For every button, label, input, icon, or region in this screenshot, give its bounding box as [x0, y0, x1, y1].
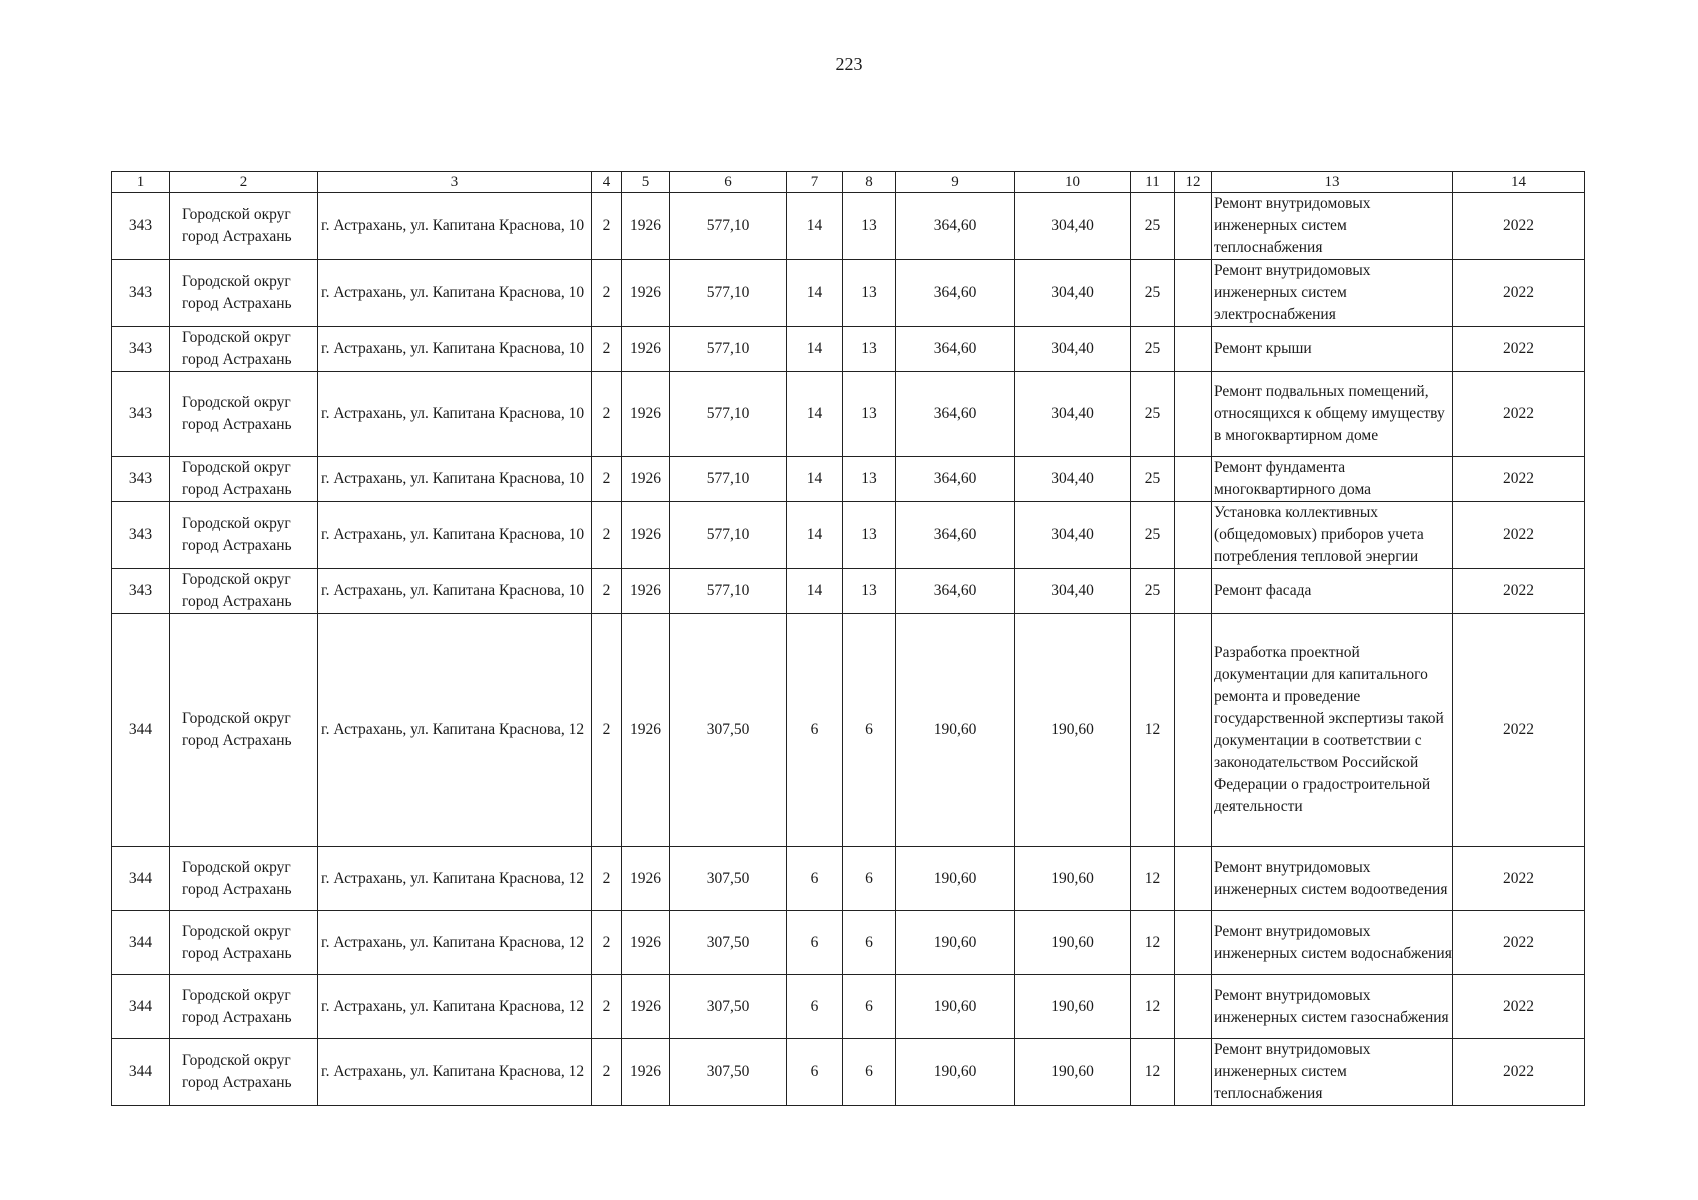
cell-municipality: Городской округ город Астрахань — [170, 457, 318, 502]
cell-year-built: 1926 — [622, 1039, 670, 1106]
cell-floors: 2 — [592, 847, 622, 911]
cell-municipality: Городской округ город Астрахань — [170, 569, 318, 614]
cell-year-built: 1926 — [622, 614, 670, 847]
cell-municipality: Городской округ город Астрахань — [170, 975, 318, 1039]
table-row — [112, 569, 1585, 614]
cell-apartments: 13 — [843, 372, 896, 457]
cell-municipality: Городской округ город Астрахань — [170, 614, 318, 847]
column-header-3: 3 — [318, 172, 592, 193]
cell-planned-year: 2022 — [1453, 614, 1585, 847]
cell-work-type: Установка коллективных (общедомовых) приборов учета потребления тепловой энергии — [1212, 502, 1453, 569]
cell-col-12 — [1175, 372, 1212, 457]
cell-row-number: 343 — [112, 193, 170, 260]
table-row — [112, 327, 1585, 372]
column-header-14: 14 — [1453, 172, 1585, 193]
cell-row-number: 343 — [112, 372, 170, 457]
cell-address: г. Астрахань, ул. Капитана Краснова, 10 — [318, 569, 592, 614]
data-table — [111, 171, 1585, 1106]
cell-row-number: 344 — [112, 614, 170, 847]
column-header-11: 11 — [1131, 172, 1175, 193]
cell-municipality: Городской округ город Астрахань — [170, 193, 318, 260]
cell-year-built: 1926 — [622, 260, 670, 327]
cell-planned-year: 2022 — [1453, 372, 1585, 457]
cell-floors: 2 — [592, 260, 622, 327]
cell-year-built: 1926 — [622, 193, 670, 260]
cell-owned-area: 304,40 — [1015, 372, 1131, 457]
cell-address: г. Астрахань, ул. Капитана Краснова, 10 — [318, 327, 592, 372]
cell-entrances: 14 — [787, 457, 843, 502]
cell-planned-year: 2022 — [1453, 847, 1585, 911]
column-header-4: 4 — [592, 172, 622, 193]
cell-municipality: Городской округ город Астрахань — [170, 260, 318, 327]
cell-apartments: 6 — [843, 1039, 896, 1106]
cell-residents: 12 — [1131, 911, 1175, 975]
column-header-9: 9 — [896, 172, 1015, 193]
cell-row-number: 344 — [112, 975, 170, 1039]
cell-row-number: 343 — [112, 327, 170, 372]
cell-planned-year: 2022 — [1453, 569, 1585, 614]
cell-total-area: 577,10 — [670, 457, 787, 502]
cell-residents: 12 — [1131, 1039, 1175, 1106]
cell-owned-area: 304,40 — [1015, 502, 1131, 569]
table-row — [112, 614, 1585, 847]
cell-residential-area: 364,60 — [896, 457, 1015, 502]
cell-apartments: 6 — [843, 614, 896, 847]
cell-apartments: 13 — [843, 260, 896, 327]
cell-owned-area: 304,40 — [1015, 193, 1131, 260]
cell-apartments: 6 — [843, 847, 896, 911]
cell-planned-year: 2022 — [1453, 327, 1585, 372]
cell-residential-area: 364,60 — [896, 372, 1015, 457]
cell-col-12 — [1175, 614, 1212, 847]
table-row — [112, 911, 1585, 975]
cell-row-number: 343 — [112, 457, 170, 502]
cell-total-area: 577,10 — [670, 327, 787, 372]
column-header-13: 13 — [1212, 172, 1453, 193]
cell-year-built: 1926 — [622, 327, 670, 372]
cell-col-12 — [1175, 975, 1212, 1039]
table-row — [112, 372, 1585, 457]
cell-planned-year: 2022 — [1453, 260, 1585, 327]
cell-total-area: 307,50 — [670, 614, 787, 847]
cell-year-built: 1926 — [622, 847, 670, 911]
cell-address: г. Астрахань, ул. Капитана Краснова, 10 — [318, 457, 592, 502]
cell-residential-area: 364,60 — [896, 502, 1015, 569]
cell-year-built: 1926 — [622, 569, 670, 614]
cell-municipality: Городской округ город Астрахань — [170, 911, 318, 975]
cell-planned-year: 2022 — [1453, 911, 1585, 975]
cell-owned-area: 190,60 — [1015, 1039, 1131, 1106]
cell-entrances: 6 — [787, 975, 843, 1039]
cell-address: г. Астрахань, ул. Капитана Краснова, 12 — [318, 911, 592, 975]
column-header-10: 10 — [1015, 172, 1131, 193]
column-header-2: 2 — [170, 172, 318, 193]
cell-floors: 2 — [592, 457, 622, 502]
cell-planned-year: 2022 — [1453, 1039, 1585, 1106]
cell-row-number: 344 — [112, 911, 170, 975]
cell-work-type: Разработка проектной документации для капитального ремонта и проведение государственной экспертизы такой документации в соответствии с законодательством Российской Федерации о градостроительной деятельности — [1212, 614, 1453, 847]
cell-year-built: 1926 — [622, 457, 670, 502]
cell-entrances: 14 — [787, 260, 843, 327]
cell-floors: 2 — [592, 502, 622, 569]
cell-planned-year: 2022 — [1453, 457, 1585, 502]
cell-total-area: 307,50 — [670, 847, 787, 911]
cell-residents: 25 — [1131, 502, 1175, 569]
table-row — [112, 847, 1585, 911]
cell-col-12 — [1175, 260, 1212, 327]
cell-address: г. Астрахань, ул. Капитана Краснова, 10 — [318, 502, 592, 569]
cell-total-area: 577,10 — [670, 193, 787, 260]
cell-address: г. Астрахань, ул. Капитана Краснова, 12 — [318, 975, 592, 1039]
cell-apartments: 13 — [843, 457, 896, 502]
cell-work-type: Ремонт внутридомовых инженерных систем газоснабжения — [1212, 975, 1453, 1039]
cell-entrances: 6 — [787, 614, 843, 847]
cell-work-type: Ремонт подвальных помещений, относящихся к общему имуществу в многоквартирном доме — [1212, 372, 1453, 457]
cell-entrances: 14 — [787, 193, 843, 260]
cell-floors: 2 — [592, 614, 622, 847]
cell-floors: 2 — [592, 372, 622, 457]
cell-total-area: 577,10 — [670, 372, 787, 457]
cell-entrances: 6 — [787, 847, 843, 911]
cell-col-12 — [1175, 457, 1212, 502]
cell-row-number: 344 — [112, 1039, 170, 1106]
cell-residents: 25 — [1131, 327, 1175, 372]
cell-row-number: 344 — [112, 847, 170, 911]
cell-owned-area: 304,40 — [1015, 569, 1131, 614]
cell-entrances: 14 — [787, 327, 843, 372]
cell-apartments: 13 — [843, 327, 896, 372]
cell-total-area: 307,50 — [670, 975, 787, 1039]
column-header-8: 8 — [843, 172, 896, 193]
cell-col-12 — [1175, 327, 1212, 372]
header-row — [112, 172, 1585, 193]
cell-municipality: Городской округ город Астрахань — [170, 1039, 318, 1106]
table-row — [112, 975, 1585, 1039]
cell-work-type: Ремонт внутридомовых инженерных систем водоотведения — [1212, 847, 1453, 911]
cell-owned-area: 190,60 — [1015, 911, 1131, 975]
cell-owned-area: 304,40 — [1015, 457, 1131, 502]
cell-residential-area: 190,60 — [896, 1039, 1015, 1106]
cell-work-type: Ремонт внутридомовых инженерных систем электроснабжения — [1212, 260, 1453, 327]
cell-residents: 25 — [1131, 372, 1175, 457]
cell-residential-area: 364,60 — [896, 569, 1015, 614]
cell-floors: 2 — [592, 1039, 622, 1106]
cell-year-built: 1926 — [622, 372, 670, 457]
cell-residents: 12 — [1131, 614, 1175, 847]
cell-floors: 2 — [592, 327, 622, 372]
cell-residents: 12 — [1131, 975, 1175, 1039]
column-header-6: 6 — [670, 172, 787, 193]
cell-apartments: 6 — [843, 911, 896, 975]
cell-entrances: 6 — [787, 911, 843, 975]
cell-address: г. Астрахань, ул. Капитана Краснова, 12 — [318, 847, 592, 911]
cell-planned-year: 2022 — [1453, 193, 1585, 260]
cell-municipality: Городской округ город Астрахань — [170, 372, 318, 457]
cell-work-type: Ремонт фасада — [1212, 569, 1453, 614]
cell-row-number: 343 — [112, 569, 170, 614]
cell-municipality: Городской округ город Астрахань — [170, 502, 318, 569]
cell-residents: 25 — [1131, 569, 1175, 614]
cell-col-12 — [1175, 1039, 1212, 1106]
cell-address: г. Астрахань, ул. Капитана Краснова, 10 — [318, 372, 592, 457]
cell-year-built: 1926 — [622, 911, 670, 975]
cell-owned-area: 190,60 — [1015, 614, 1131, 847]
cell-residential-area: 190,60 — [896, 975, 1015, 1039]
cell-floors: 2 — [592, 975, 622, 1039]
cell-residential-area: 364,60 — [896, 260, 1015, 327]
table-row — [112, 457, 1585, 502]
cell-owned-area: 304,40 — [1015, 327, 1131, 372]
cell-col-12 — [1175, 569, 1212, 614]
cell-address: г. Астрахань, ул. Капитана Краснова, 12 — [318, 614, 592, 847]
page-number: 223 — [835, 54, 863, 74]
cell-total-area: 307,50 — [670, 1039, 787, 1106]
cell-entrances: 14 — [787, 569, 843, 614]
cell-apartments: 6 — [843, 975, 896, 1039]
cell-total-area: 307,50 — [670, 911, 787, 975]
cell-floors: 2 — [592, 193, 622, 260]
cell-total-area: 577,10 — [670, 502, 787, 569]
cell-residents: 25 — [1131, 457, 1175, 502]
cell-work-type: Ремонт внутридомовых инженерных систем теплоснабжения — [1212, 193, 1453, 260]
cell-work-type: Ремонт фундамента многоквартирного дома — [1212, 457, 1453, 502]
cell-address: г. Астрахань, ул. Капитана Краснова, 10 — [318, 193, 592, 260]
cell-apartments: 13 — [843, 193, 896, 260]
cell-owned-area: 304,40 — [1015, 260, 1131, 327]
cell-col-12 — [1175, 193, 1212, 260]
cell-residential-area: 190,60 — [896, 847, 1015, 911]
cell-municipality: Городской округ город Астрахань — [170, 327, 318, 372]
cell-col-12 — [1175, 502, 1212, 569]
cell-residential-area: 364,60 — [896, 327, 1015, 372]
cell-apartments: 13 — [843, 569, 896, 614]
cell-residents: 12 — [1131, 847, 1175, 911]
cell-total-area: 577,10 — [670, 260, 787, 327]
cell-residential-area: 190,60 — [896, 614, 1015, 847]
cell-apartments: 13 — [843, 502, 896, 569]
cell-total-area: 577,10 — [670, 569, 787, 614]
cell-address: г. Астрахань, ул. Капитана Краснова, 12 — [318, 1039, 592, 1106]
cell-work-type: Ремонт внутридомовых инженерных систем теплоснабжения — [1212, 1039, 1453, 1106]
cell-residents: 25 — [1131, 193, 1175, 260]
cell-floors: 2 — [592, 569, 622, 614]
table-row — [112, 193, 1585, 260]
cell-owned-area: 190,60 — [1015, 975, 1131, 1039]
cell-floors: 2 — [592, 911, 622, 975]
cell-residential-area: 190,60 — [896, 911, 1015, 975]
cell-planned-year: 2022 — [1453, 502, 1585, 569]
table-row — [112, 260, 1585, 327]
cell-row-number: 343 — [112, 502, 170, 569]
cell-residential-area: 364,60 — [896, 193, 1015, 260]
cell-work-type: Ремонт внутридомовых инженерных систем водоснабжения — [1212, 911, 1453, 975]
column-header-1: 1 — [112, 172, 170, 193]
table-row — [112, 1039, 1585, 1106]
cell-col-12 — [1175, 847, 1212, 911]
cell-row-number: 343 — [112, 260, 170, 327]
cell-entrances: 14 — [787, 502, 843, 569]
cell-col-12 — [1175, 911, 1212, 975]
cell-work-type: Ремонт крыши — [1212, 327, 1453, 372]
cell-owned-area: 190,60 — [1015, 847, 1131, 911]
cell-year-built: 1926 — [622, 975, 670, 1039]
cell-entrances: 6 — [787, 1039, 843, 1106]
cell-municipality: Городской округ город Астрахань — [170, 847, 318, 911]
column-header-12: 12 — [1175, 172, 1212, 193]
column-header-5: 5 — [622, 172, 670, 193]
cell-residents: 25 — [1131, 260, 1175, 327]
column-header-7: 7 — [787, 172, 843, 193]
cell-planned-year: 2022 — [1453, 975, 1585, 1039]
cell-year-built: 1926 — [622, 502, 670, 569]
cell-entrances: 14 — [787, 372, 843, 457]
cell-address: г. Астрахань, ул. Капитана Краснова, 10 — [318, 260, 592, 327]
table-row — [112, 502, 1585, 569]
